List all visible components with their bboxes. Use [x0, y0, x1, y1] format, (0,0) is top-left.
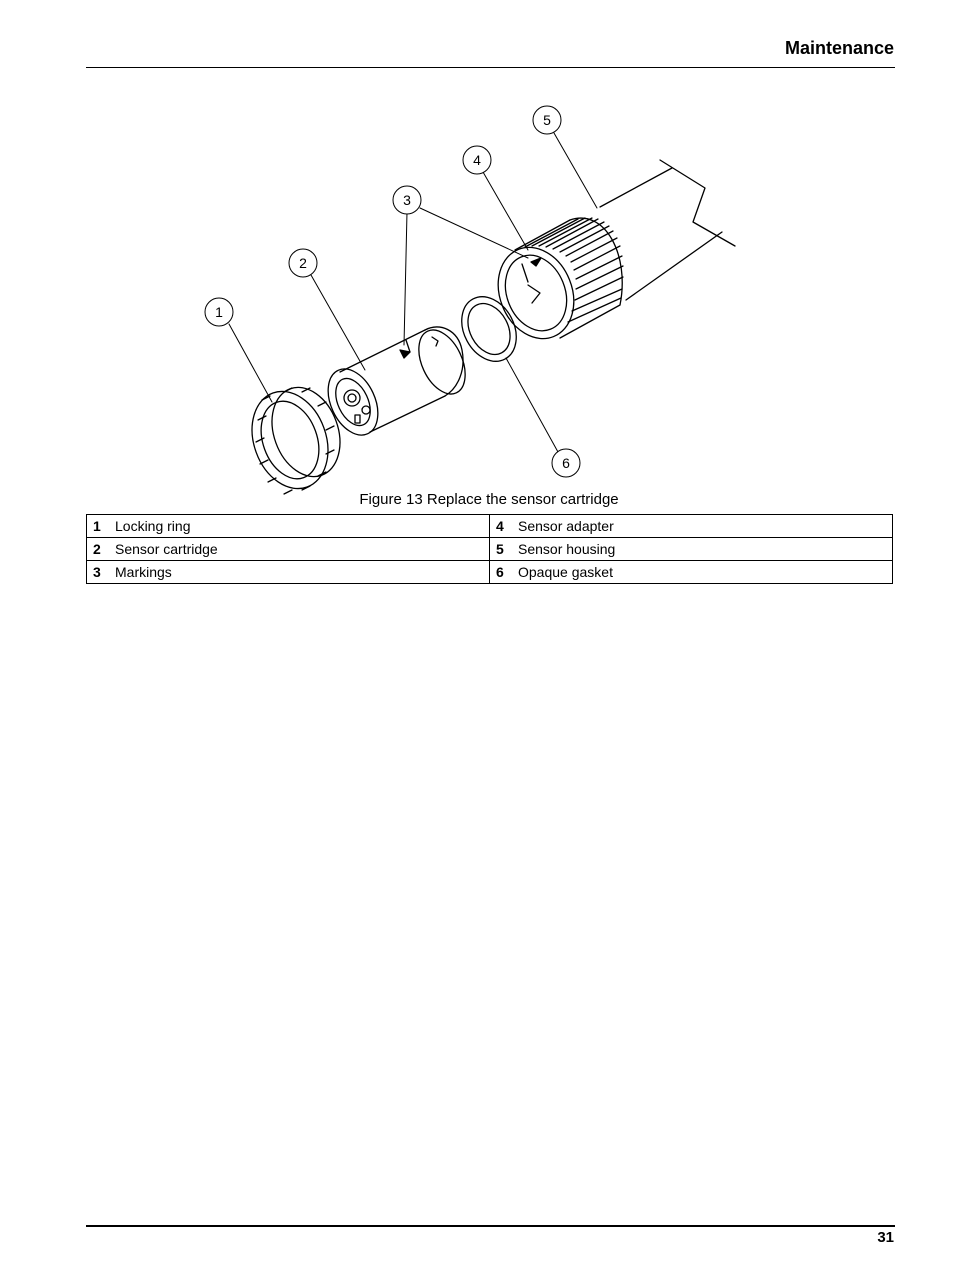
legend-cell: [490, 561, 893, 584]
table-row: [87, 515, 893, 538]
legend-number: 2: [93, 541, 101, 557]
svg-text:1: 1: [215, 304, 223, 320]
legend-label: Locking ring: [115, 518, 191, 534]
legend-label: Markings: [115, 564, 172, 580]
callout-leader-lines: [229, 133, 597, 452]
page-number: 31: [877, 1229, 894, 1246]
svg-text:6: 6: [562, 455, 570, 471]
locking-ring-drawing: [239, 378, 352, 499]
legend-cell: [87, 561, 490, 584]
footer-rule: [86, 1225, 895, 1227]
legend-number: 3: [93, 564, 101, 580]
legend-label: Sensor cartridge: [115, 541, 218, 557]
legend-cell: [490, 515, 893, 538]
legend-number: 1: [93, 518, 101, 534]
legend-number: 4: [496, 518, 504, 534]
svg-text:5: 5: [543, 112, 551, 128]
sensor-adapter-drawing: [485, 218, 623, 350]
svg-text:4: 4: [473, 152, 481, 168]
table-row: [87, 538, 893, 561]
legend-number: 6: [496, 564, 504, 580]
callout-6: [552, 449, 580, 477]
table-row: [87, 561, 893, 584]
callout-4: [463, 146, 491, 174]
exploded-view-illustration: [0, 0, 954, 500]
legend-number: 5: [496, 541, 504, 557]
sensor-cartridge-drawing: [318, 323, 474, 443]
legend-label: Opaque gasket: [518, 564, 613, 580]
legend-label: Sensor adapter: [518, 518, 614, 534]
callout-1: [205, 298, 233, 326]
callout-5: [533, 106, 561, 134]
svg-text:3: 3: [403, 192, 411, 208]
figure-caption: Figure 13 Replace the sensor cartridge: [359, 491, 619, 508]
svg-text:2: 2: [299, 255, 307, 271]
callout-3: [393, 186, 421, 214]
legend-cell: [87, 515, 490, 538]
legend-cell: [490, 538, 893, 561]
callout-2: [289, 249, 317, 277]
adapter-marking-arrow: [531, 258, 541, 266]
legend-cell: [87, 538, 490, 561]
cartridge-marking-arrow: [400, 350, 410, 358]
header-title: Maintenance: [784, 38, 894, 58]
figure-legend-table: [86, 514, 893, 584]
legend-label: Sensor housing: [518, 541, 616, 557]
